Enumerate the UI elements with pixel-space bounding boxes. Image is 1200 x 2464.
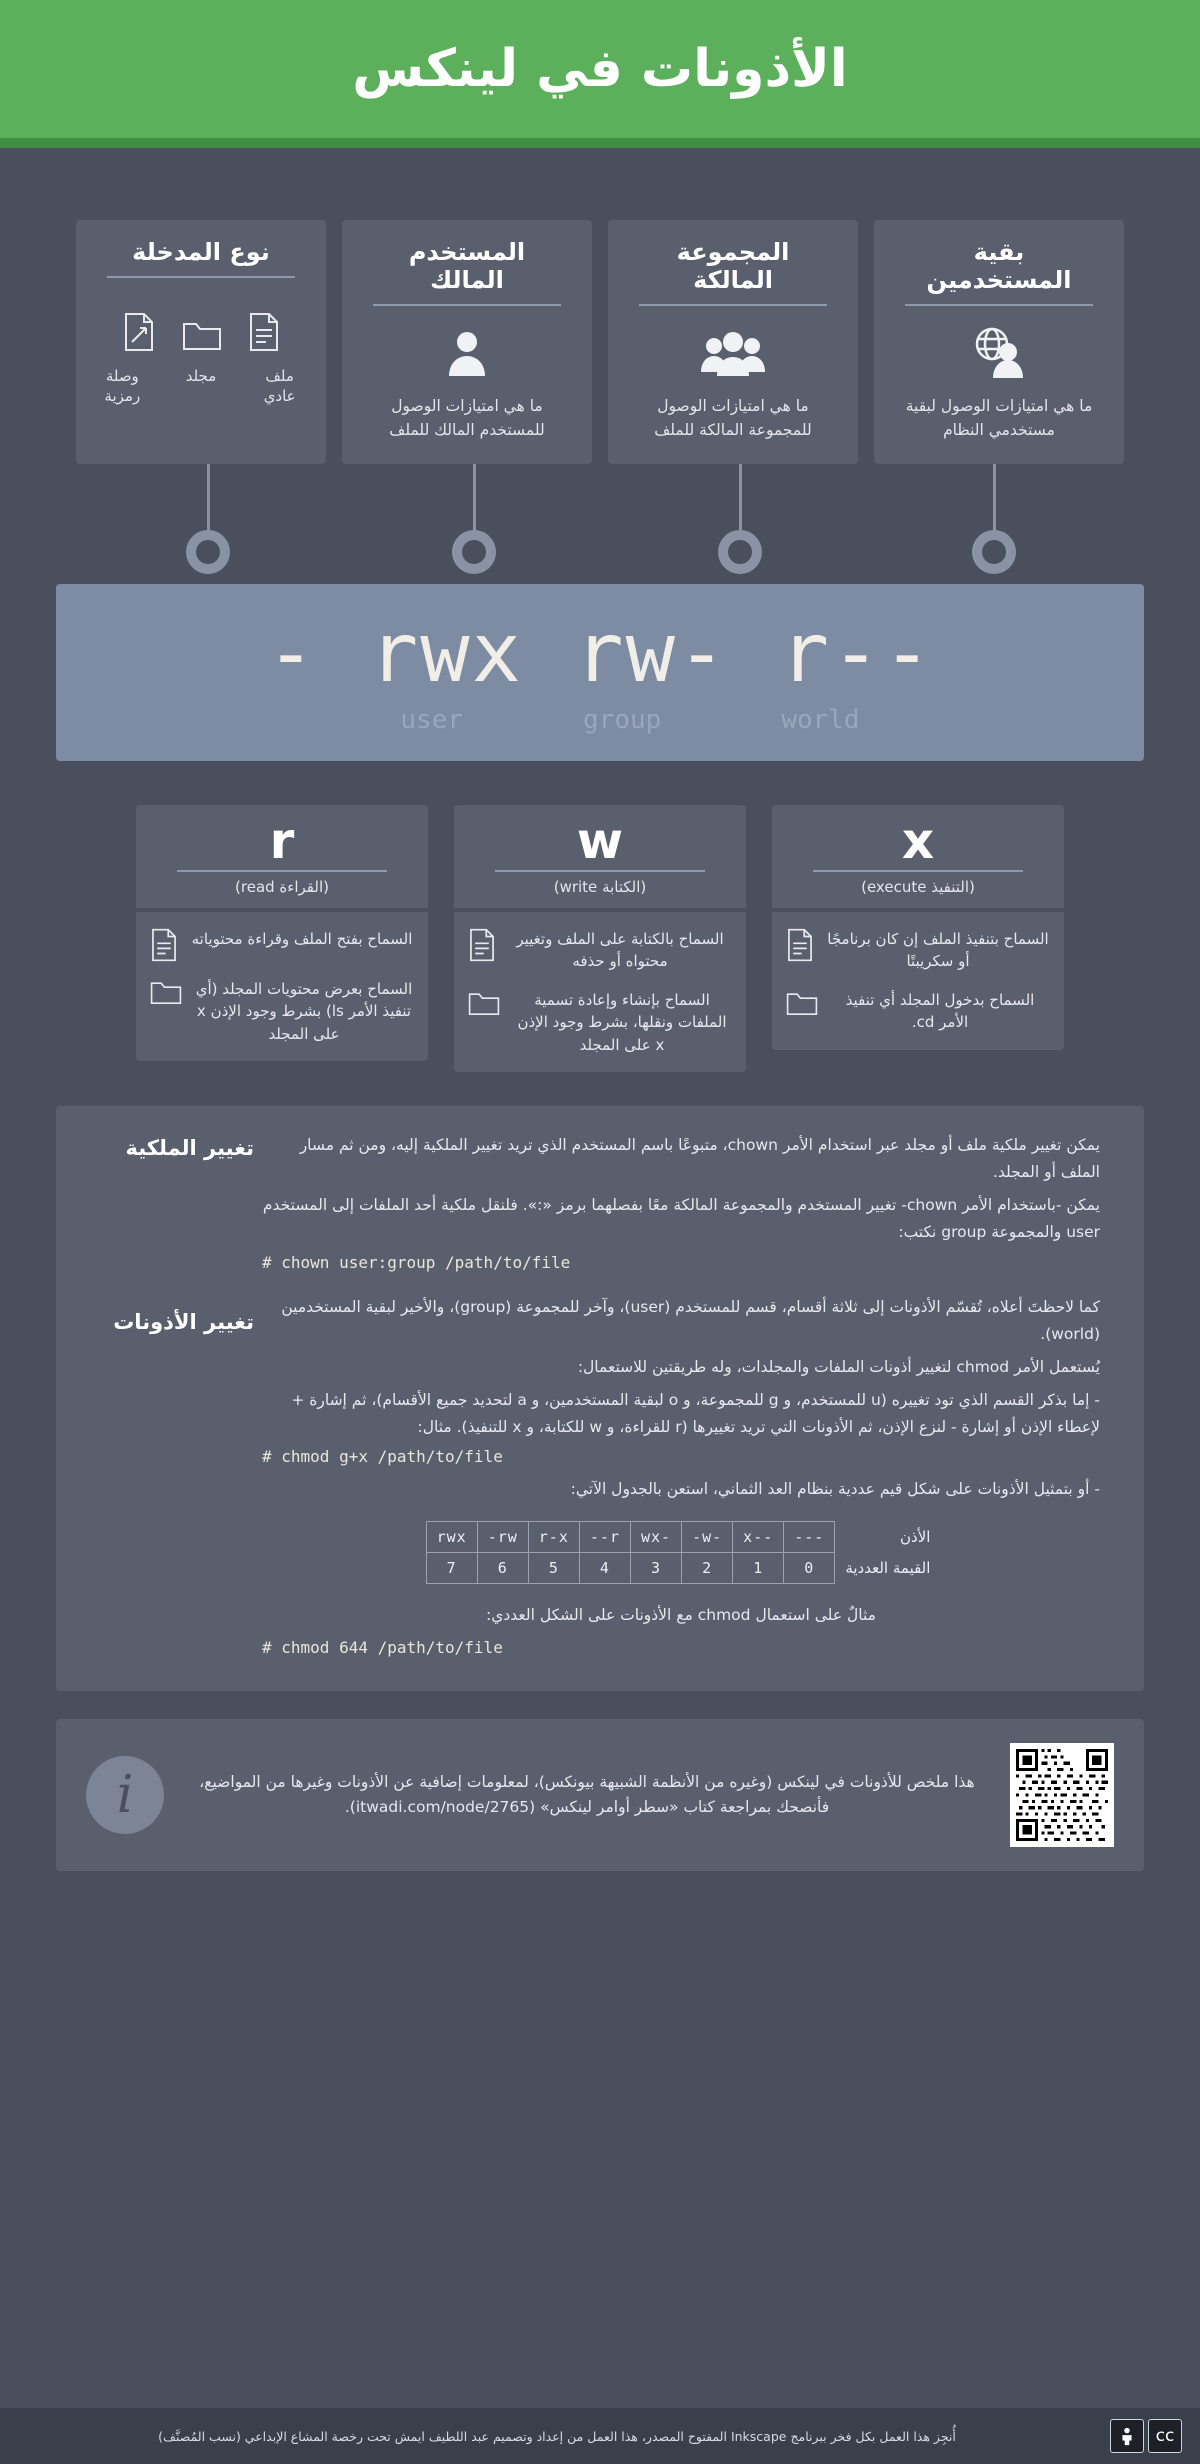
rwx-card-body	[136, 912, 428, 1062]
card-icons	[358, 326, 576, 380]
label-world: world	[781, 705, 860, 736]
rwx-item-text: السماح بإنشاء وإعادة تسمية الملفات ونقلها، بشرط وجود الإذن x على المجلد	[517, 990, 727, 1054]
folder-icon	[468, 989, 500, 1017]
footer-bar	[0, 2408, 1200, 2464]
chmod-symbolic-command: # chmod g+x /path/to/file	[262, 1447, 503, 1467]
card-icons	[92, 298, 310, 352]
rwx-subtitle: (التنفيذ execute)	[813, 870, 1023, 896]
label-group: group	[583, 705, 662, 736]
rwx-letter: x	[901, 812, 935, 871]
permission-section-labels	[56, 705, 1144, 735]
rwx-card-read	[136, 805, 428, 1072]
page-title: الأذونات في لينكس	[352, 39, 848, 99]
card-other-users	[874, 220, 1124, 464]
user-icon	[440, 326, 494, 380]
by-icon	[1110, 2419, 1144, 2453]
row-label-value: القيمة العددية	[845, 1558, 931, 1577]
perm-cell: rwx	[426, 1522, 477, 1553]
label-folder: مجلد	[185, 367, 217, 385]
permissions-paragraph-3: - إما بذكر القسم الذي تود تغييره (u للمستخدم، و g للمجموعة، و o لبقية المستخدمين، و a لتحديد جميع الأقسام)، ثم إشارة + لإعطاء الإذن أو إشارة - لنزع الإذن، ثم الأذونات التي تريد تغييرها (r للقراءة، و w للكتابة، و x للتنفيذ). مثال:	[291, 1390, 1100, 1437]
ownership-paragraph-1: يمكن تغيير ملكية ملف أو مجلد عبر استخدام الأمر chown، متبوعًا باسم المستخدم الذي تريد تغيير الملكية إليه، ومن ثم مسار الملف أو المجلد.	[299, 1136, 1100, 1182]
symlink-icon	[122, 312, 156, 352]
rwx-item	[468, 989, 732, 1057]
perm-cell: ---	[784, 1522, 835, 1553]
rwx-card-execute	[772, 805, 1064, 1072]
rwx-item-text: السماح بفتح الملف وقراءة محتوياته	[191, 929, 413, 948]
rwx-card-write	[454, 805, 746, 1072]
file-icon	[150, 928, 178, 962]
world-user-icon	[968, 326, 1030, 380]
connector-line	[207, 464, 210, 536]
card-title: بقية المستخدمين	[905, 238, 1092, 306]
rwx-subtitle: (الكتابة write)	[495, 870, 705, 896]
perm-cell: r--	[579, 1522, 630, 1553]
rwx-card-body	[454, 912, 746, 1073]
perm-cell: -wx	[630, 1522, 681, 1553]
rwx-subtitle: (القراءة read)	[177, 870, 387, 896]
folder-icon	[182, 318, 222, 352]
card-title: المستخدم المالك	[373, 238, 560, 306]
rwx-item	[468, 928, 732, 973]
cc-icon: cc	[1148, 2419, 1182, 2453]
heading-change-ownership: تغيير الملكية	[125, 1136, 254, 1161]
card-icon-labels	[92, 366, 310, 407]
connector-node	[972, 530, 1016, 574]
label-file: ملف عادي	[263, 367, 296, 406]
card-description: ما هي امتيازات الوصول للمجموعة المالكة للملف	[654, 397, 812, 440]
perm-cell: rw-	[477, 1522, 528, 1553]
table-row	[426, 1553, 936, 1584]
info-text: هذا ملخص للأذونات في لينكس (وغيره من الأنظمة الشبيهة بيونكس)، لمعلومات إضافية عن الأذونات وغيرها من المواضيع، فأنصحك بمراجعة كتاب «سطر أوامر لينكس» (itwadi.com/node/2765).	[199, 1773, 975, 1817]
connector-line	[473, 464, 476, 536]
file-icon	[468, 928, 496, 962]
license-badges	[1110, 2419, 1182, 2453]
rwx-item	[786, 928, 1050, 973]
value-cell: 2	[682, 1553, 733, 1584]
card-entry-type	[76, 220, 326, 464]
card-title: نوع المدخلة	[107, 238, 294, 278]
rwx-card-header	[136, 805, 428, 908]
value-cell: 3	[630, 1553, 681, 1584]
octal-table	[426, 1521, 937, 1584]
rwx-item-text: السماح بدخول المجلد أي تنفيذ الأمر cd.	[845, 990, 1035, 1032]
explanation-text	[254, 1132, 1114, 1657]
rwx-letter: r	[269, 812, 295, 871]
top-cards-row	[0, 148, 1200, 464]
card-description: ما هي امتيازات الوصول لبقية مستخدمي النظام	[905, 397, 1093, 440]
permission-string: - rwx rw- r--	[266, 606, 934, 702]
page-header	[0, 0, 1200, 148]
connector-line	[993, 464, 996, 536]
value-cell: 5	[528, 1553, 579, 1584]
chown-command: # chown user:group /path/to/file	[262, 1252, 571, 1272]
file-icon	[786, 928, 814, 962]
label-user: user	[400, 705, 464, 736]
section-headings	[86, 1132, 254, 1657]
folder-icon	[786, 989, 818, 1017]
value-cell: 4	[579, 1553, 630, 1584]
connector-lines	[0, 464, 1200, 584]
file-icon	[248, 312, 280, 352]
info-icon: i	[86, 1756, 164, 1834]
group-icon	[700, 326, 766, 380]
value-cell: 6	[477, 1553, 528, 1584]
rwx-item	[150, 928, 414, 962]
example-note: مثالٌ على استعمال chmod مع الأذونات على الشكل العددي:	[486, 1606, 876, 1625]
folder-icon	[150, 978, 182, 1006]
heading-change-permissions: تغيير الأذونات	[113, 1310, 254, 1335]
rwx-item-text: السماح بتنفيذ الملف إن كان برنامجًا أو سكريبتًا	[827, 929, 1049, 971]
permissions-paragraph-1: كما لاحظتَ أعلاه، تُقسّم الأذونات إلى ثلاثة أقسام، قسم للمستخدم (user)، وآخر للمجموعة (group)، والأخير لبقية المستخدمين (world).	[281, 1297, 1100, 1343]
rwx-item-text: السماح بالكتابة على الملف وتغيير محتواه أو حذفه	[516, 929, 724, 971]
value-cell: 7	[426, 1553, 477, 1584]
table-row	[426, 1522, 936, 1553]
card-owner-user	[342, 220, 592, 464]
card-title: المجموعة المالكة	[639, 238, 826, 306]
card-icons	[624, 326, 842, 380]
label-symlink: وصلة رمزية	[104, 367, 141, 406]
card-owner-group	[608, 220, 858, 464]
row-label-permission: الأذن	[900, 1527, 931, 1546]
perm-cell: r-x	[528, 1522, 579, 1553]
rwx-letter: w	[576, 812, 624, 871]
perm-cell: --x	[733, 1522, 784, 1553]
qr-code	[1010, 1743, 1114, 1847]
ownership-paragraph-2: يمكن -باستخدام الأمر chown- تغيير المستخدم والمجموعة المالكة معًا بفصلهما برمز «:». فلنقل ملكية أحد الملفات إلى المستخدم user والمجموعة group نكتب:	[262, 1196, 1100, 1242]
octal-intro: - أو بتمثيل الأذونات على شكل قيم عددية بنظام العد الثماني، استعن بالجدول الآتي:	[570, 1480, 1100, 1499]
value-cell: 1	[733, 1553, 784, 1584]
permissions-paragraph-2: يُستعمل الأمر chmod لتغيير أذونات الملفات والمجلدات، وله طريقتين للاستعمال:	[577, 1357, 1100, 1376]
rwx-card-body	[772, 912, 1064, 1050]
connector-node	[186, 530, 230, 574]
connector-node	[452, 530, 496, 574]
connector-line	[739, 464, 742, 536]
value-cell: 0	[784, 1553, 835, 1584]
rwx-item	[786, 989, 1050, 1034]
card-description: ما هي امتيازات الوصول للمستخدم المالك للملف	[389, 397, 545, 440]
rwx-item	[150, 978, 414, 1046]
rwx-item-text: السماح بعرض محتويات المجلد (أي تنفيذ الأمر ls) بشرط وجود الإذن x على المجلد	[195, 979, 413, 1043]
rwx-card-header	[454, 805, 746, 908]
permission-string-bar	[56, 584, 1144, 761]
explanation-block	[56, 1106, 1144, 1691]
rwx-card-header	[772, 805, 1064, 908]
footer-credit-text: أُنجِز هذا العمل بكل فخر ببرنامج Inkscape المفتوح المصدر، هذا العمل من إعداد وتصميم عبد اللطيف ايمش تحت رخصة المشاع الإبداعي (نسب المُصنَّف)	[158, 2428, 956, 2444]
card-icons	[890, 326, 1108, 380]
perm-cell: -w-	[682, 1522, 733, 1553]
connector-node	[718, 530, 762, 574]
chmod-octal-command: # chmod 644 /path/to/file	[262, 1638, 503, 1658]
rwx-cards-row	[0, 805, 1200, 1072]
info-box	[56, 1719, 1144, 1871]
